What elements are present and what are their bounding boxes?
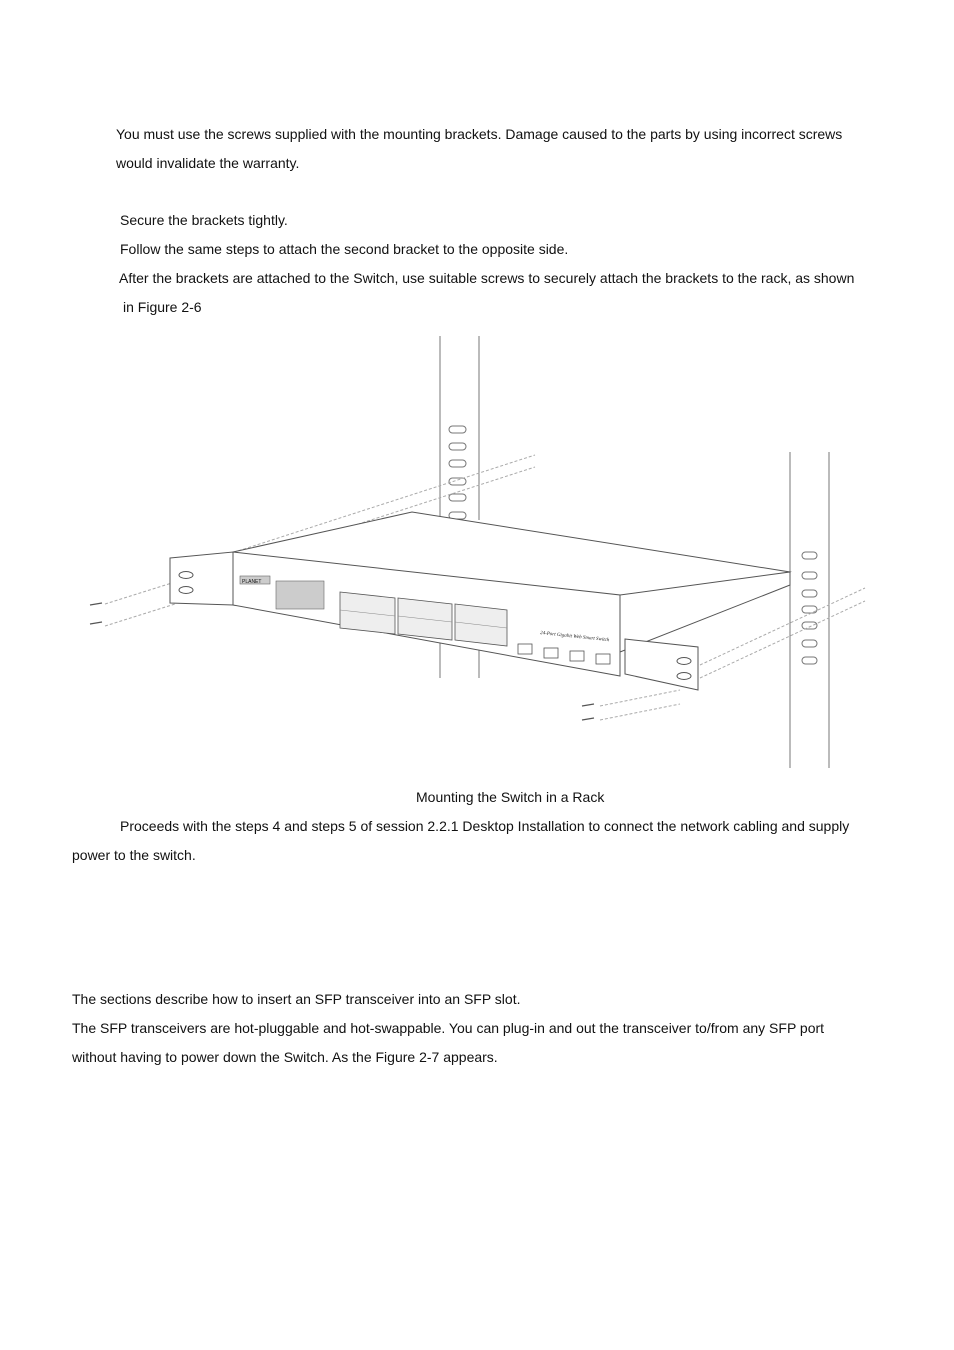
warning-text-line-2: would invalidate the warranty. [116,155,300,171]
step-attach-rack-line-1: After the brackets are attached to the Switch, use suitable screws to securely attach the brackets to the rack, as shown [119,270,855,286]
proceed-text-line-2: power to the switch. [72,847,196,863]
step-attach-rack-line-2: in Figure 2-6 [123,299,202,315]
figure-caption: Mounting the Switch in a Rack [416,789,605,805]
step-second-bracket: Follow the same steps to attach the second bracket to the opposite side. [120,241,569,257]
sfp-hotplug-text-line-1: The SFP transceivers are hot-pluggable and hot-swappable. You can plug-in and out the transceiver to/from any SFP port [72,1020,825,1036]
rack-mount-figure [80,330,880,775]
proceed-text-line-1: Proceeds with the steps 4 and steps 5 of session 2.2.1 Desktop Installation to connect the network cabling and supply [120,818,850,834]
sfp-intro-text: The sections describe how to insert an SFP transceiver into an SFP slot. [72,991,521,1007]
step-secure-brackets: Secure the brackets tightly. [120,212,288,228]
sfp-hotplug-text-line-2: without having to power down the Switch. As the Figure 2-7 appears. [72,1049,498,1065]
warning-text-line-1: You must use the screws supplied with the mounting brackets. Damage caused to the parts by using incorrect screws [116,126,843,142]
panel-model-label: 24-Port Gigabit Web Smart Switch [539,631,610,644]
brand-logo-text: PLANET [242,579,262,585]
